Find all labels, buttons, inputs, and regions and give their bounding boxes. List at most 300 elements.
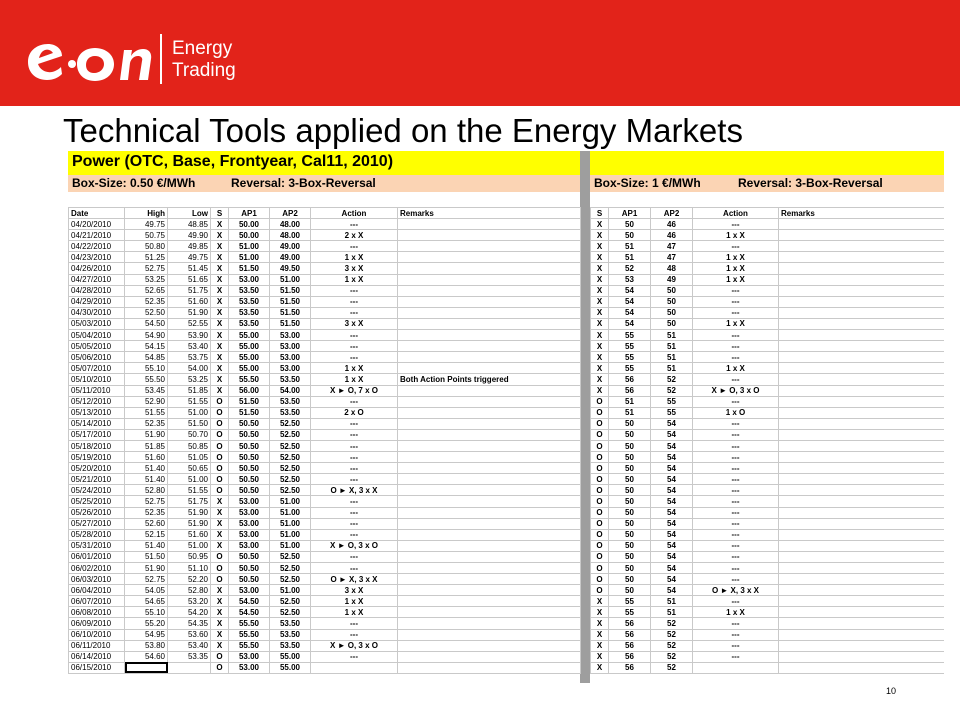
cell-ap2[interactable]: 48.00 [270,219,311,230]
cell-date[interactable]: 05/26/2010 [69,507,125,518]
cell-remarks[interactable] [779,463,945,474]
cell-s[interactable]: O [591,452,609,463]
cell-high[interactable]: 51.50 [125,551,168,562]
cell-action[interactable]: --- [693,618,779,629]
cell-date[interactable]: 06/02/2010 [69,563,125,574]
cell-low[interactable]: 51.55 [168,396,211,407]
cell-ap2[interactable]: 54 [651,440,693,451]
cell-remarks[interactable] [398,518,581,529]
cell-ap2[interactable]: 54 [651,474,693,485]
cell-ap1[interactable]: 50 [609,529,651,540]
cell-action[interactable]: X ► O, 3 x O [311,640,398,651]
cell-remarks[interactable] [779,418,945,429]
cell-date[interactable]: 04/21/2010 [69,230,125,241]
cell-ap2[interactable]: 49 [651,274,693,285]
cell-ap1[interactable]: 53.00 [229,651,270,662]
cell-s[interactable]: O [591,407,609,418]
cell-s[interactable]: O [591,507,609,518]
cell-high[interactable]: 52.80 [125,485,168,496]
cell-s[interactable]: X [591,263,609,274]
cell-ap2[interactable]: 53.00 [270,330,311,341]
cell-remarks[interactable] [779,507,945,518]
cell-low[interactable]: 49.90 [168,230,211,241]
cell-action[interactable]: --- [693,529,779,540]
cell-date[interactable]: 06/03/2010 [69,574,125,585]
cell-action[interactable]: 1 x X [693,318,779,329]
cell-low[interactable]: 53.90 [168,330,211,341]
cell-ap2[interactable]: 55 [651,396,693,407]
cell-remarks[interactable] [779,540,945,551]
cell-s[interactable]: X [591,285,609,296]
cell-ap2[interactable]: 51.00 [270,585,311,596]
cell-s[interactable]: X [211,374,229,385]
cell-ap2[interactable]: 50 [651,318,693,329]
cell-date[interactable]: 05/12/2010 [69,396,125,407]
cell-action[interactable]: --- [693,507,779,518]
cell-action[interactable]: 1 x O [693,407,779,418]
cell-s[interactable]: O [591,474,609,485]
cell-date[interactable]: 04/20/2010 [69,219,125,230]
cell-ap2[interactable]: 54 [651,463,693,474]
cell-action[interactable]: X ► O, 3 x O [693,385,779,396]
cell-ap1[interactable]: 56 [609,374,651,385]
cell-action[interactable]: 3 x X [311,263,398,274]
cell-action[interactable]: --- [311,563,398,574]
cell-high[interactable]: 52.35 [125,418,168,429]
cell-s[interactable]: X [211,341,229,352]
cell-date[interactable]: 05/14/2010 [69,418,125,429]
cell-remarks[interactable] [398,296,581,307]
cell-remarks[interactable] [398,507,581,518]
cell-s[interactable]: O [211,662,229,673]
cell-ap2[interactable]: 49.00 [270,252,311,263]
cell-s[interactable]: X [591,651,609,662]
cell-action[interactable]: 1 x X [693,274,779,285]
cell-s[interactable]: X [591,385,609,396]
cell-low[interactable]: 52.55 [168,318,211,329]
cell-remarks[interactable] [779,585,945,596]
cell-s[interactable]: O [211,551,229,562]
cell-action[interactable]: --- [693,496,779,507]
cell-high[interactable]: 54.50 [125,318,168,329]
cell-s[interactable]: X [591,607,609,618]
cell-action[interactable]: 1 x X [311,607,398,618]
cell-ap2[interactable]: 51.50 [270,307,311,318]
cell-action[interactable]: --- [693,352,779,363]
cell-date[interactable]: 05/07/2010 [69,363,125,374]
cell-ap1[interactable]: 55.50 [229,618,270,629]
cell-remarks[interactable] [779,219,945,230]
cell-remarks[interactable] [779,363,945,374]
cell-high[interactable]: 52.35 [125,296,168,307]
cell-ap2[interactable]: 54 [651,418,693,429]
cell-low[interactable]: 51.85 [168,385,211,396]
cell-remarks[interactable] [779,618,945,629]
cell-ap1[interactable]: 54 [609,296,651,307]
cell-date[interactable]: 05/03/2010 [69,318,125,329]
cell-ap1[interactable]: 53.00 [229,662,270,673]
cell-low[interactable]: 51.90 [168,507,211,518]
cell-ap1[interactable]: 50 [609,463,651,474]
cell-ap1[interactable]: 50 [609,230,651,241]
cell-remarks[interactable] [779,407,945,418]
cell-ap2[interactable]: 52.50 [270,574,311,585]
cell-ap2[interactable]: 52.50 [270,463,311,474]
cell-s[interactable]: X [211,263,229,274]
cell-s[interactable]: X [591,341,609,352]
cell-ap1[interactable]: 50.50 [229,463,270,474]
cell-s[interactable]: O [211,407,229,418]
cell-high[interactable]: 54.90 [125,330,168,341]
cell-high[interactable]: 54.65 [125,596,168,607]
cell-remarks[interactable] [779,574,945,585]
cell-remarks[interactable] [779,551,945,562]
cell-high[interactable] [125,662,168,673]
cell-ap1[interactable]: 50.50 [229,563,270,574]
cell-s[interactable]: O [591,418,609,429]
cell-high[interactable]: 51.85 [125,440,168,451]
cell-s[interactable]: X [211,296,229,307]
cell-low[interactable]: 51.05 [168,452,211,463]
cell-date[interactable]: 06/10/2010 [69,629,125,640]
cell-ap2[interactable]: 51 [651,363,693,374]
cell-remarks[interactable] [398,607,581,618]
cell-ap1[interactable]: 56 [609,618,651,629]
cell-ap2[interactable]: 53.50 [270,396,311,407]
cell-action[interactable]: 1 x X [311,274,398,285]
cell-ap1[interactable]: 51.00 [229,252,270,263]
cell-remarks[interactable] [779,285,945,296]
cell-ap1[interactable]: 50 [609,496,651,507]
cell-ap1[interactable]: 50.50 [229,485,270,496]
cell-date[interactable]: 06/14/2010 [69,651,125,662]
cell-s[interactable]: X [591,318,609,329]
cell-ap1[interactable]: 50 [609,518,651,529]
cell-ap1[interactable]: 55.00 [229,341,270,352]
cell-low[interactable]: 49.75 [168,252,211,263]
cell-low[interactable]: 50.65 [168,463,211,474]
cell-remarks[interactable] [398,341,581,352]
cell-date[interactable]: 05/04/2010 [69,330,125,341]
cell-action[interactable]: --- [693,563,779,574]
cell-date[interactable]: 05/21/2010 [69,474,125,485]
cell-ap1[interactable]: 55 [609,341,651,352]
cell-s[interactable]: X [211,219,229,230]
cell-action[interactable]: --- [693,330,779,341]
cell-high[interactable]: 51.90 [125,429,168,440]
cell-high[interactable]: 53.80 [125,640,168,651]
cell-action[interactable]: --- [693,596,779,607]
cell-remarks[interactable] [398,651,581,662]
cell-low[interactable]: 53.35 [168,651,211,662]
cell-s[interactable]: X [211,285,229,296]
cell-ap1[interactable]: 51.50 [229,407,270,418]
cell-ap1[interactable]: 53 [609,274,651,285]
cell-ap1[interactable]: 54 [609,307,651,318]
cell-low[interactable]: 51.10 [168,563,211,574]
cell-low[interactable]: 50.70 [168,429,211,440]
cell-date[interactable]: 04/30/2010 [69,307,125,318]
cell-remarks[interactable] [779,296,945,307]
cell-ap1[interactable]: 54.50 [229,596,270,607]
cell-ap2[interactable]: 52 [651,629,693,640]
cell-low[interactable]: 51.50 [168,418,211,429]
cell-ap2[interactable]: 53.50 [270,407,311,418]
cell-high[interactable]: 51.60 [125,452,168,463]
cell-ap1[interactable]: 56 [609,640,651,651]
cell-s[interactable]: X [211,518,229,529]
cell-action[interactable]: --- [693,429,779,440]
cell-remarks[interactable] [779,429,945,440]
cell-date[interactable]: 05/18/2010 [69,440,125,451]
cell-ap2[interactable]: 52.50 [270,485,311,496]
cell-high[interactable]: 51.40 [125,463,168,474]
cell-ap1[interactable]: 53.00 [229,518,270,529]
cell-action[interactable]: --- [311,440,398,451]
cell-s[interactable]: X [591,330,609,341]
cell-ap2[interactable]: 54 [651,540,693,551]
cell-remarks[interactable] [398,629,581,640]
cell-action[interactable]: 1 x X [311,363,398,374]
cell-high[interactable]: 52.75 [125,263,168,274]
cell-remarks[interactable] [398,640,581,651]
cell-ap2[interactable]: 52.50 [270,474,311,485]
cell-ap1[interactable]: 50 [609,474,651,485]
cell-s[interactable]: X [591,241,609,252]
cell-date[interactable]: 04/26/2010 [69,263,125,274]
cell-ap1[interactable]: 53.00 [229,496,270,507]
cell-ap1[interactable]: 55.50 [229,629,270,640]
cell-s[interactable]: X [591,352,609,363]
cell-date[interactable]: 05/06/2010 [69,352,125,363]
cell-action[interactable]: 2 x O [311,407,398,418]
cell-s[interactable]: X [211,363,229,374]
cell-low[interactable]: 53.75 [168,352,211,363]
cell-action[interactable]: --- [693,396,779,407]
cell-s[interactable]: O [591,563,609,574]
cell-ap2[interactable]: 51 [651,596,693,607]
cell-s[interactable]: O [211,574,229,585]
cell-action[interactable]: --- [311,518,398,529]
cell-s[interactable]: O [591,518,609,529]
cell-low[interactable]: 53.60 [168,629,211,640]
cell-low[interactable]: 51.75 [168,285,211,296]
cell-remarks[interactable] [398,307,581,318]
cell-remarks[interactable] [779,596,945,607]
cell-ap2[interactable]: 50 [651,285,693,296]
cell-low[interactable]: 51.00 [168,407,211,418]
cell-ap2[interactable]: 51.00 [270,529,311,540]
cell-ap1[interactable]: 54 [609,318,651,329]
cell-action[interactable]: --- [311,285,398,296]
cell-remarks[interactable] [398,563,581,574]
cell-ap2[interactable]: 52.50 [270,596,311,607]
cell-remarks[interactable] [398,263,581,274]
cell-date[interactable]: 05/28/2010 [69,529,125,540]
cell-ap2[interactable]: 51.50 [270,296,311,307]
cell-action[interactable]: X ► O, 7 x O [311,385,398,396]
cell-s[interactable]: X [591,629,609,640]
cell-action[interactable]: --- [311,474,398,485]
cell-ap1[interactable]: 50 [609,574,651,585]
cell-low[interactable]: 52.80 [168,585,211,596]
cell-remarks[interactable] [779,629,945,640]
cell-ap2[interactable]: 53.50 [270,618,311,629]
cell-date[interactable]: 04/29/2010 [69,296,125,307]
cell-action[interactable]: --- [693,418,779,429]
cell-s[interactable]: X [591,219,609,230]
cell-date[interactable]: 05/27/2010 [69,518,125,529]
cell-remarks[interactable] [398,452,581,463]
cell-ap1[interactable]: 56 [609,662,651,673]
cell-high[interactable]: 52.60 [125,518,168,529]
cell-remarks[interactable] [779,352,945,363]
cell-action[interactable] [693,662,779,673]
cell-s[interactable]: X [211,318,229,329]
cell-ap1[interactable]: 52 [609,263,651,274]
cell-action[interactable]: --- [693,374,779,385]
cell-s[interactable]: X [211,274,229,285]
cell-high[interactable]: 55.50 [125,374,168,385]
cell-action[interactable]: --- [311,529,398,540]
cell-ap1[interactable]: 51.00 [229,241,270,252]
cell-low[interactable]: 51.55 [168,485,211,496]
cell-high[interactable]: 53.25 [125,274,168,285]
cell-action[interactable]: --- [311,396,398,407]
cell-s[interactable]: X [591,662,609,673]
cell-ap1[interactable]: 50.50 [229,474,270,485]
cell-remarks[interactable] [398,252,581,263]
cell-ap2[interactable]: 52 [651,651,693,662]
cell-remarks[interactable] [779,241,945,252]
cell-ap1[interactable]: 50.50 [229,418,270,429]
cell-ap2[interactable]: 53.00 [270,352,311,363]
cell-date[interactable]: 05/11/2010 [69,385,125,396]
cell-remarks[interactable] [398,385,581,396]
cell-date[interactable]: 06/07/2010 [69,596,125,607]
cell-action[interactable]: 1 x X [311,252,398,263]
cell-s[interactable]: X [211,596,229,607]
cell-ap2[interactable]: 49.50 [270,263,311,274]
cell-high[interactable]: 54.15 [125,341,168,352]
cell-ap2[interactable]: 53.50 [270,629,311,640]
cell-remarks[interactable] [779,252,945,263]
cell-ap1[interactable]: 55.00 [229,363,270,374]
cell-high[interactable]: 52.65 [125,285,168,296]
cell-s[interactable]: O [211,463,229,474]
cell-date[interactable]: 04/28/2010 [69,285,125,296]
cell-ap2[interactable]: 52.50 [270,452,311,463]
cell-ap1[interactable]: 50 [609,507,651,518]
cell-action[interactable]: --- [693,241,779,252]
cell-low[interactable]: 51.65 [168,274,211,285]
cell-action[interactable]: --- [311,296,398,307]
cell-action[interactable]: O ► X, 3 x X [311,485,398,496]
cell-ap2[interactable]: 54 [651,452,693,463]
cell-action[interactable]: --- [311,352,398,363]
cell-ap1[interactable]: 53.00 [229,540,270,551]
cell-action[interactable]: --- [311,463,398,474]
cell-ap1[interactable]: 50.00 [229,219,270,230]
cell-action[interactable]: 1 x X [693,607,779,618]
cell-remarks[interactable] [779,496,945,507]
cell-low[interactable]: 51.45 [168,263,211,274]
cell-action[interactable]: --- [311,307,398,318]
cell-s[interactable]: O [591,463,609,474]
cell-s[interactable]: O [211,485,229,496]
cell-date[interactable]: 05/19/2010 [69,452,125,463]
cell-ap1[interactable]: 55 [609,596,651,607]
cell-s[interactable]: O [211,418,229,429]
cell-remarks[interactable] [779,374,945,385]
cell-action[interactable]: --- [311,429,398,440]
cell-remarks[interactable] [779,274,945,285]
cell-remarks[interactable] [398,352,581,363]
cell-ap2[interactable]: 50 [651,296,693,307]
cell-action[interactable]: 1 x X [693,263,779,274]
cell-low[interactable]: 51.90 [168,518,211,529]
cell-action[interactable]: --- [693,518,779,529]
cell-low[interactable]: 51.60 [168,529,211,540]
cell-remarks[interactable] [398,330,581,341]
cell-high[interactable]: 52.75 [125,496,168,507]
cell-ap2[interactable]: 50 [651,307,693,318]
cell-action[interactable]: --- [693,551,779,562]
cell-s[interactable]: X [591,374,609,385]
cell-ap2[interactable]: 51 [651,607,693,618]
cell-action[interactable]: 1 x X [693,252,779,263]
cell-high[interactable]: 52.75 [125,574,168,585]
cell-action[interactable]: --- [693,440,779,451]
cell-remarks[interactable] [398,485,581,496]
cell-high[interactable]: 52.90 [125,396,168,407]
cell-date[interactable]: 06/09/2010 [69,618,125,629]
cell-remarks[interactable] [779,396,945,407]
cell-ap1[interactable]: 50 [609,585,651,596]
cell-low[interactable]: 51.90 [168,307,211,318]
cell-s[interactable]: X [591,296,609,307]
cell-ap2[interactable]: 54 [651,485,693,496]
cell-remarks[interactable] [398,418,581,429]
cell-remarks[interactable] [398,230,581,241]
cell-s[interactable]: X [211,618,229,629]
cell-action[interactable]: --- [693,640,779,651]
cell-ap1[interactable]: 51 [609,396,651,407]
cell-low[interactable]: 50.95 [168,551,211,562]
cell-ap1[interactable]: 53.50 [229,307,270,318]
cell-ap1[interactable]: 50 [609,485,651,496]
cell-date[interactable]: 06/11/2010 [69,640,125,651]
cell-s[interactable]: O [211,452,229,463]
cell-low[interactable]: 51.60 [168,296,211,307]
cell-action[interactable]: 1 x X [311,596,398,607]
cell-s[interactable]: X [591,618,609,629]
cell-action[interactable]: --- [693,574,779,585]
cell-ap2[interactable]: 52.50 [270,440,311,451]
cell-remarks[interactable] [398,407,581,418]
cell-s[interactable]: O [591,529,609,540]
cell-high[interactable]: 53.45 [125,385,168,396]
cell-remarks[interactable] [398,529,581,540]
cell-ap2[interactable]: 51 [651,352,693,363]
cell-low[interactable]: 53.40 [168,640,211,651]
cell-ap1[interactable]: 50 [609,429,651,440]
cell-date[interactable]: 05/20/2010 [69,463,125,474]
cell-date[interactable]: 04/23/2010 [69,252,125,263]
cell-remarks[interactable] [398,285,581,296]
cell-ap2[interactable]: 52.50 [270,563,311,574]
cell-s[interactable]: O [211,563,229,574]
